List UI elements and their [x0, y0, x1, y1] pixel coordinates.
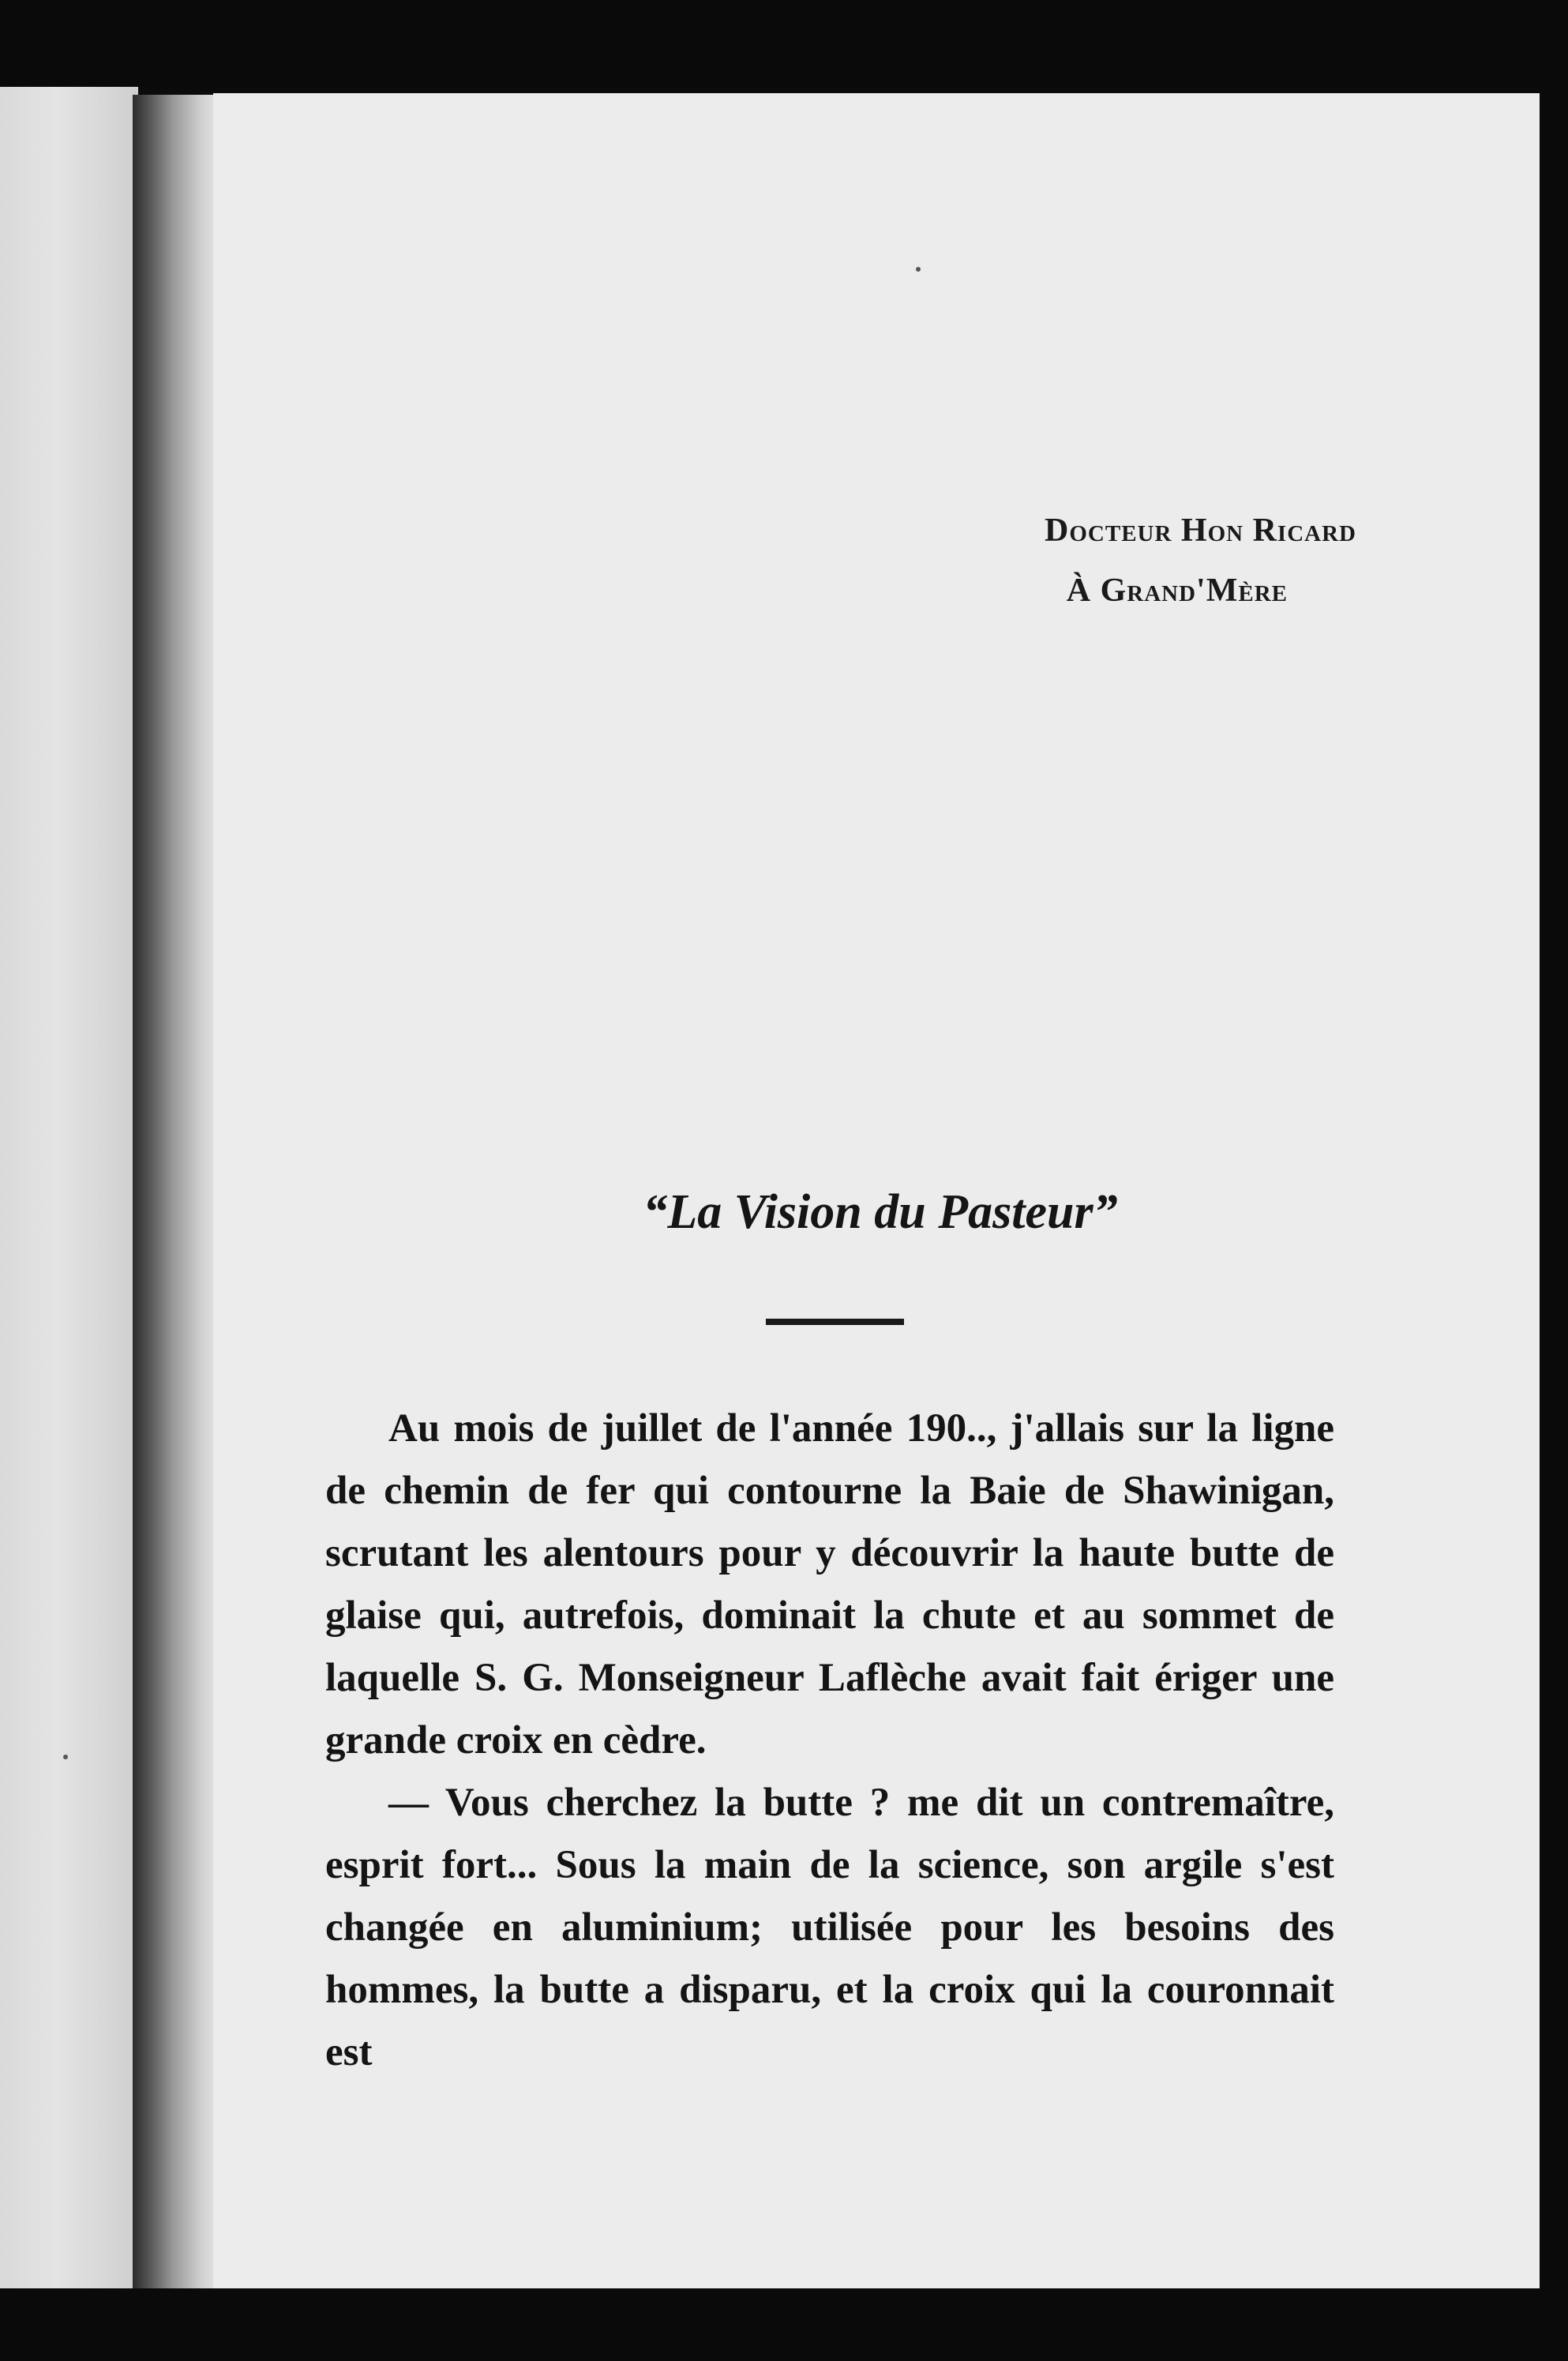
- title-divider: [766, 1319, 904, 1325]
- paragraph-2: — Vous cherchez la butte ? me dit un contremaître, esprit fort... Sous la main de la science, son argile s'est changée en aluminium; utilisée pour les besoins des hommes, la butte a disparu, et la croix qui la couronnait est: [325, 1781, 1334, 2074]
- scan-speck: [916, 267, 921, 272]
- dedication-line-1: Docteur Hon Ricard: [1045, 512, 1356, 549]
- scan-bottom-border: [0, 2288, 1568, 2361]
- previous-page-edge: [0, 87, 138, 2298]
- body-text: [325, 1398, 1334, 2084]
- chapter-title: “La Vision du Pasteur”: [643, 1185, 1118, 1239]
- scan-right-border: [1540, 87, 1568, 2361]
- paragraph-1: Au mois de juillet de l'année 190.., j'allais sur la ligne de chemin de fer qui contourne la Baie de Shawinigan, scrutant les alentours pour y découvrir la haute butte de glaise qui, autrefois, dominait la chute et au sommet de laquelle S. G. Monseigneur Laflèche avait fait ériger une grande croix en cèdre.: [325, 1406, 1334, 1762]
- book-gutter-shadow: [133, 95, 223, 2290]
- scan-speck: [63, 1755, 68, 1759]
- dedication-line-2: À Grand'Mère: [1066, 572, 1288, 609]
- scan-top-border: [0, 0, 1568, 87]
